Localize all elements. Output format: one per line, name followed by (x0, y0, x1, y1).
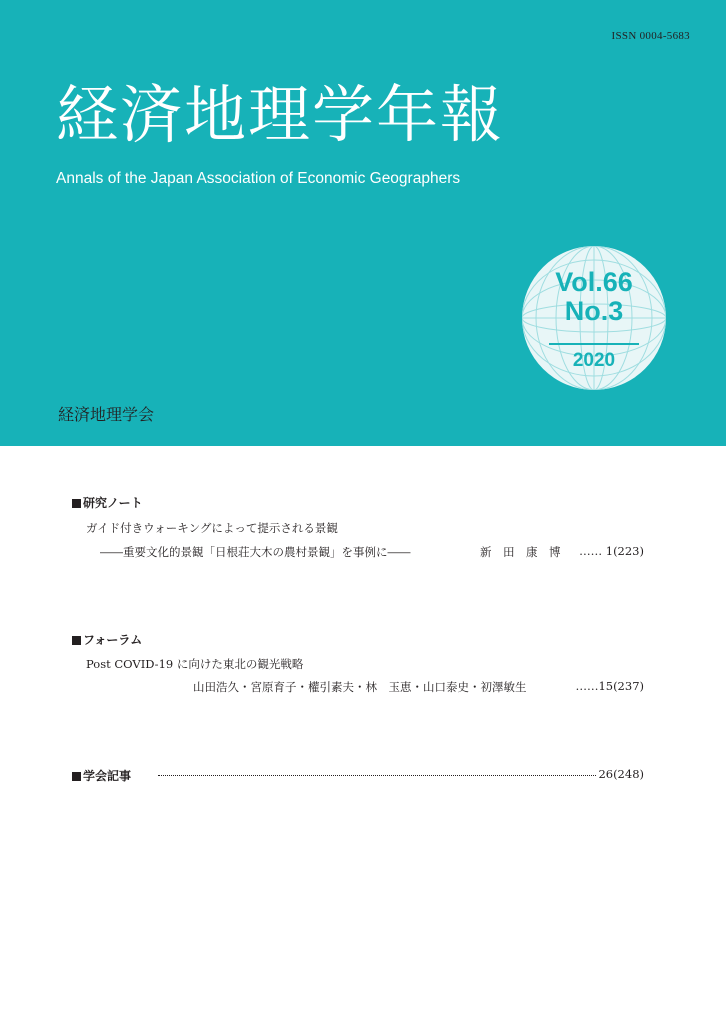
square-bullet-icon (72, 636, 81, 645)
number: No.3 (564, 296, 624, 326)
forum-page: ……15(237) (575, 679, 644, 693)
issue-year: 2020 (572, 350, 616, 371)
forum-title[interactable]: Post COVID-19 に向けた東北の観光戦略 (86, 657, 304, 671)
volume-number (521, 268, 667, 326)
cover-band (0, 0, 726, 446)
section-forum (72, 631, 142, 648)
section-heading: フォーラム (83, 633, 143, 647)
article-title[interactable]: ガイド付きウォーキングによって提示される景観 (86, 521, 338, 535)
section-heading: 研究ノート (83, 496, 143, 510)
square-bullet-icon (72, 499, 81, 508)
journal-subtitle: Annals of the Japan Association of Economic Geographers (56, 170, 461, 187)
article-author: 新 田 康 博 (480, 545, 561, 559)
journal-title: 経済地理学年報 (56, 78, 505, 151)
volume: Vol.66 (555, 267, 633, 297)
dotted-leader (158, 775, 596, 776)
article-page: …… 1(223) (579, 544, 644, 558)
section-heading: 学会記事 (83, 769, 132, 783)
issn: ISSN 0004-5683 (611, 30, 690, 42)
society-page[interactable]: 26(248) (598, 767, 644, 781)
article-subtitle: ――重要文化的景観「日根荘大木の農村景観」を事例に―― (100, 545, 411, 559)
section-research-note (72, 494, 143, 511)
forum-authors: 山田浩久・宮原育子・權引素夫・林 玉恵・山口泰史・初澤敏生 (193, 680, 527, 694)
section-society-news (72, 767, 131, 784)
publisher: 経済地理学会 (58, 405, 155, 424)
square-bullet-icon (72, 772, 81, 781)
